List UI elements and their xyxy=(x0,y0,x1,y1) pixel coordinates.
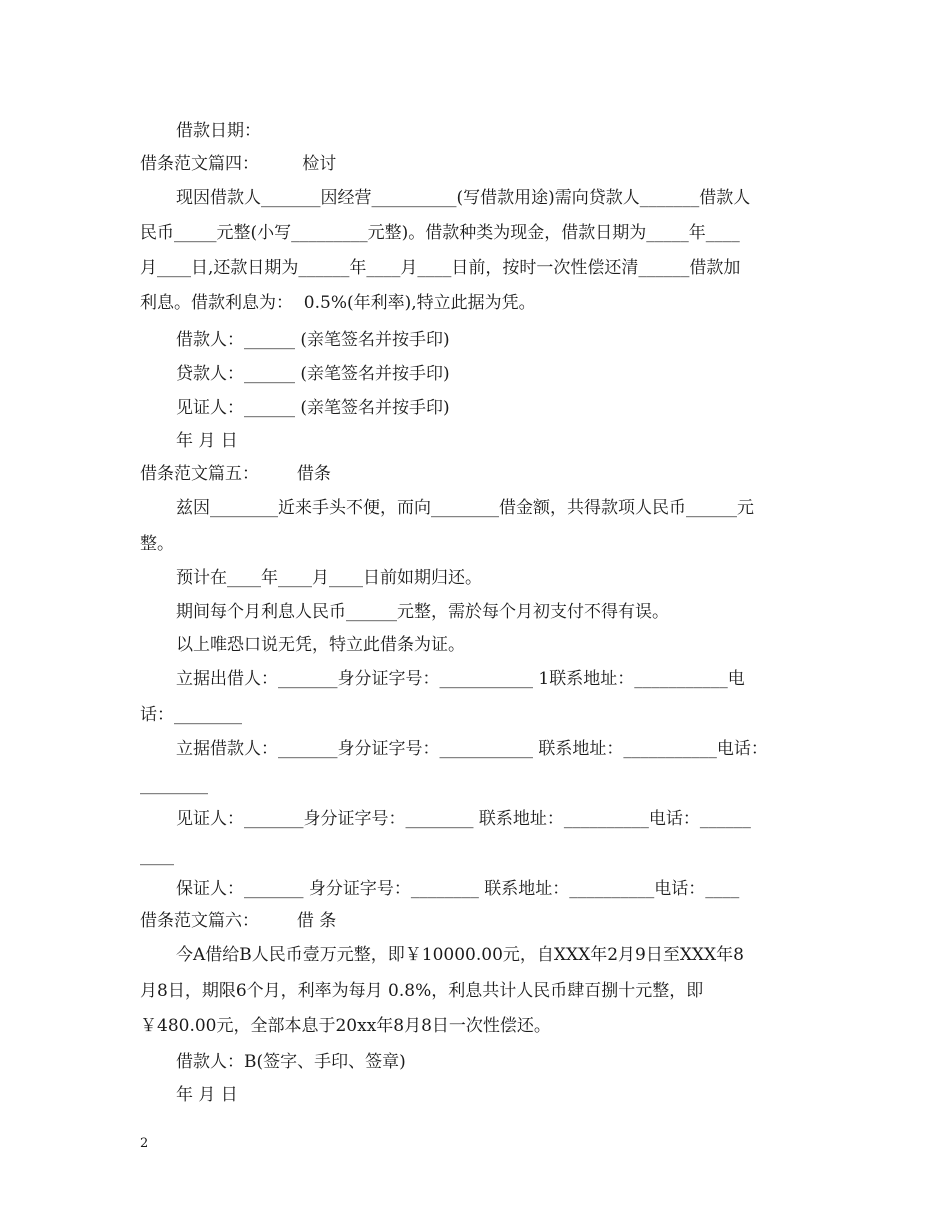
text-line: 期间每个月利息人民币______元整，需於每个月初支付不得有误。 xyxy=(176,602,669,622)
date-line: 年 月 日 xyxy=(176,1085,238,1105)
text-line: 月8日，期限6个月，利率为每月 0.8%，利息共计人民币肆百捌十元整，即 xyxy=(140,981,704,1001)
text-line: 立据出借人：_______身分证字号：___________ 1联系地址：___________电 xyxy=(176,669,745,689)
text-line: 月____日,还款日期为______年____月____日前，按时一次性偿还清______借款加 xyxy=(140,258,741,278)
text-line: 见证人：______ (亲笔签名并按手印) xyxy=(176,398,450,418)
text-line: ____ xyxy=(140,846,174,866)
text-line: 贷款人：______ (亲笔签名并按手印) xyxy=(176,364,450,384)
text-line: 借款人：______ (亲笔签名并按手印) xyxy=(176,330,450,350)
text-line: 整。 xyxy=(140,534,174,554)
text-line: ￥480.00元，全部本息于20xx年8月8日一次性偿还。 xyxy=(140,1016,551,1036)
text-line: 预计在____年____月____日前如期归还。 xyxy=(176,568,482,588)
section-heading: 借条范文篇五： 借条 xyxy=(140,464,331,484)
text-line: 以上唯恐口说无凭，特立此借条为证。 xyxy=(176,635,465,655)
text-line: 今A借给B人民币壹万元整，即￥10000.00元，自XXX年2月9日至XXX年8 xyxy=(176,945,744,965)
text-line: 见证人：_______身分证字号：________ 联系地址：__________电话：______ xyxy=(176,809,751,829)
section-heading: 借条范文篇四： 检讨 xyxy=(140,154,337,174)
date-line: 年 月 日 xyxy=(176,431,238,451)
text-line: 民币_____元整(小写_________元整)。借款种类为现金，借款日期为_____年____ xyxy=(140,223,740,243)
text-line: 话：________ xyxy=(140,705,242,725)
text-line: 利息。借款利息为： 0.5%(年利率),特立此据为凭。 xyxy=(140,293,536,313)
text-line: 借款人：B(签字、手印、签章) xyxy=(176,1052,406,1072)
text-line: 兹因________近来手头不便，而向________借金额，共得款项人民币______元 xyxy=(176,498,754,518)
text-line: 立据借款人：_______身分证字号：___________ 联系地址：___________电话： xyxy=(176,739,768,759)
text-line: 现因借款人_______因经营__________(写借款用途)需向贷款人_______借款人 xyxy=(176,188,751,208)
section-heading: 借条范文篇六： 借 条 xyxy=(140,911,337,931)
text-line: 保证人：_______ 身分证字号：________ 联系地址：__________电话：____ xyxy=(176,879,740,899)
text-line: ________ xyxy=(140,775,208,795)
page-number: 2 xyxy=(140,1136,149,1151)
text-line: 借款日期： xyxy=(176,121,261,141)
